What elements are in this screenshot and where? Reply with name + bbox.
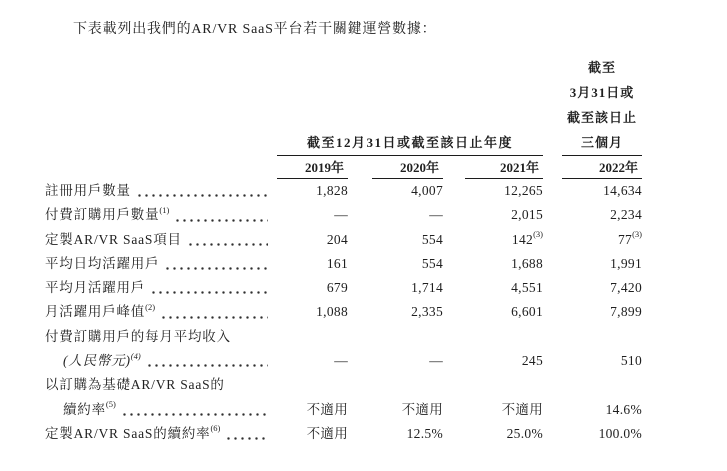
table-row-line: [45, 228, 642, 252]
table-row-line: [45, 373, 642, 397]
table-header-period-row: [45, 130, 642, 156]
dot-leader: [164, 252, 268, 276]
value-cell: 245: [521, 353, 543, 369]
quarter-header-line-1: 截至: [587, 60, 616, 75]
value-cell: 142$^{(3)}$: [511, 229, 543, 247]
value-cell: 不適用: [306, 425, 348, 441]
dot-leader: [174, 203, 268, 227]
value-cell: 204: [326, 231, 348, 247]
row-label-cell: [45, 300, 277, 324]
table-header-quarter-block-row: [45, 55, 642, 130]
row-label-cell: [45, 228, 277, 252]
row-label: 定製AR/VR SaaS項目: [45, 231, 182, 247]
year-column-header-2020: 2020年: [372, 156, 443, 179]
value-cell: 不適用: [306, 401, 348, 417]
table-row-line: [45, 203, 642, 227]
value-cell: 7,899: [610, 304, 642, 320]
table-row-line: [45, 398, 642, 422]
value-cell: 不適用: [401, 401, 443, 417]
table-row-line: [45, 422, 642, 446]
dot-leader: [225, 422, 268, 446]
footnote-marker: (3): [632, 229, 642, 240]
value-cell: —: [334, 207, 348, 223]
value-cell: 4,007: [411, 183, 443, 198]
quarter-period-header: [562, 55, 642, 130]
table-row: [45, 325, 642, 374]
dot-leader: [146, 349, 268, 373]
value-cell: 1,828: [316, 183, 348, 198]
year-column-header-2019: 2019年: [277, 156, 348, 179]
footnote-marker: (6): [210, 423, 221, 434]
table-row-line: [45, 325, 642, 349]
value-cell: 不適用: [501, 401, 543, 417]
dot-leader: [121, 398, 268, 422]
value-cell: 554: [421, 231, 443, 247]
table-row-line: [45, 349, 642, 373]
row-label: 付費訂購用戶的每月平均收入: [45, 328, 231, 344]
value-cell: 2,234: [610, 207, 642, 223]
footnote-marker: (2): [145, 301, 156, 312]
quarter-header-line-2: 3月31日或: [569, 85, 635, 100]
row-label-cell: [45, 203, 277, 227]
table-row: [45, 252, 642, 276]
dot-leader: [150, 276, 268, 300]
table-row: [45, 422, 642, 446]
value-cell: —: [334, 353, 348, 369]
value-cell: 100.0%: [598, 425, 642, 441]
year-column-header-2022: 2022年: [562, 156, 642, 179]
table-body: [45, 179, 642, 446]
row-label-cell: [45, 373, 642, 397]
table-row-line: [45, 276, 642, 300]
table-row: [45, 228, 642, 252]
value-cell: 77$^{(3)}$: [617, 229, 642, 247]
value-cell: 7,420: [610, 280, 642, 296]
quarter-header-line-3: 截至該日止: [566, 110, 637, 125]
value-cell: 554: [421, 255, 443, 271]
value-cell: 1,088: [316, 304, 348, 320]
table-row: [45, 373, 642, 422]
value-cell: 1,714: [411, 280, 443, 296]
table-row: [45, 179, 642, 203]
value-cell: 4,551: [511, 280, 543, 296]
row-label: 註冊用戶數量: [45, 183, 131, 198]
row-label: 定製AR/VR SaaS的續約率$^{(6)}$: [45, 423, 221, 441]
row-label-cell: [45, 325, 642, 349]
value-cell: 510: [620, 353, 642, 369]
table-row: [45, 300, 642, 324]
table-row-line: [45, 300, 642, 324]
row-label-cell: [45, 422, 277, 446]
row-label-continued: (人民幣元)$^{(4)}$: [63, 350, 141, 369]
footnote-marker: (3): [533, 229, 543, 240]
dot-leader: [187, 228, 268, 252]
value-cell: 161: [326, 255, 348, 271]
footnote-marker: (5): [105, 399, 116, 410]
key-operating-data-table: [45, 55, 642, 446]
row-label: 平均月活躍用戶: [45, 280, 146, 296]
year-column-header-2021: 2021年: [465, 156, 543, 179]
row-label-cell: [45, 179, 277, 203]
row-label: 月活躍用戶峰值$^{(2)}$: [45, 301, 156, 320]
table-row-line: [45, 252, 642, 276]
table-header-years-row: [45, 156, 642, 179]
dot-leader: [136, 179, 268, 203]
value-cell: 2,335: [411, 304, 443, 320]
row-label-continued-cell: [45, 349, 277, 373]
row-label-cell: [45, 276, 277, 300]
dot-leader: [160, 300, 268, 324]
row-label: 平均日均活躍用戶: [45, 255, 160, 271]
row-label-continued-cell: [45, 398, 277, 422]
row-label-cell: [45, 252, 277, 276]
value-cell: 679: [326, 280, 348, 296]
value-cell: 1,688: [511, 255, 543, 271]
row-label-continued: 續約率$^{(5)}$: [63, 399, 116, 417]
value-cell: 25.0%: [506, 425, 543, 441]
value-cell: 12,265: [504, 183, 543, 198]
annual-period-header: 截至12月31日或截至該日止年度: [277, 130, 543, 156]
quarter-header-line-4: 三個月: [562, 130, 642, 156]
table-row: [45, 276, 642, 300]
table-row-line: [45, 179, 642, 203]
row-label: 以訂購為基礎AR/VR SaaS的: [45, 377, 225, 393]
value-cell: 14,634: [603, 183, 642, 198]
footnote-marker: (1): [159, 204, 170, 215]
value-cell: 2,015: [511, 207, 543, 223]
value-cell: 12.5%: [406, 425, 443, 441]
table-row: [45, 203, 642, 227]
row-label: 付費訂購用戶數量$^{(1)}$: [45, 204, 170, 223]
value-cell: 6,601: [511, 304, 543, 320]
value-cell: 14.6%: [605, 401, 642, 417]
footnote-marker: (4): [130, 350, 141, 361]
value-cell: —: [429, 353, 443, 369]
value-cell: —: [429, 207, 443, 223]
intro-text: 下表載列出我們的AR/VR SaaS平台若干關鍵運營數據：: [73, 22, 437, 37]
value-cell: 1,991: [610, 255, 642, 271]
